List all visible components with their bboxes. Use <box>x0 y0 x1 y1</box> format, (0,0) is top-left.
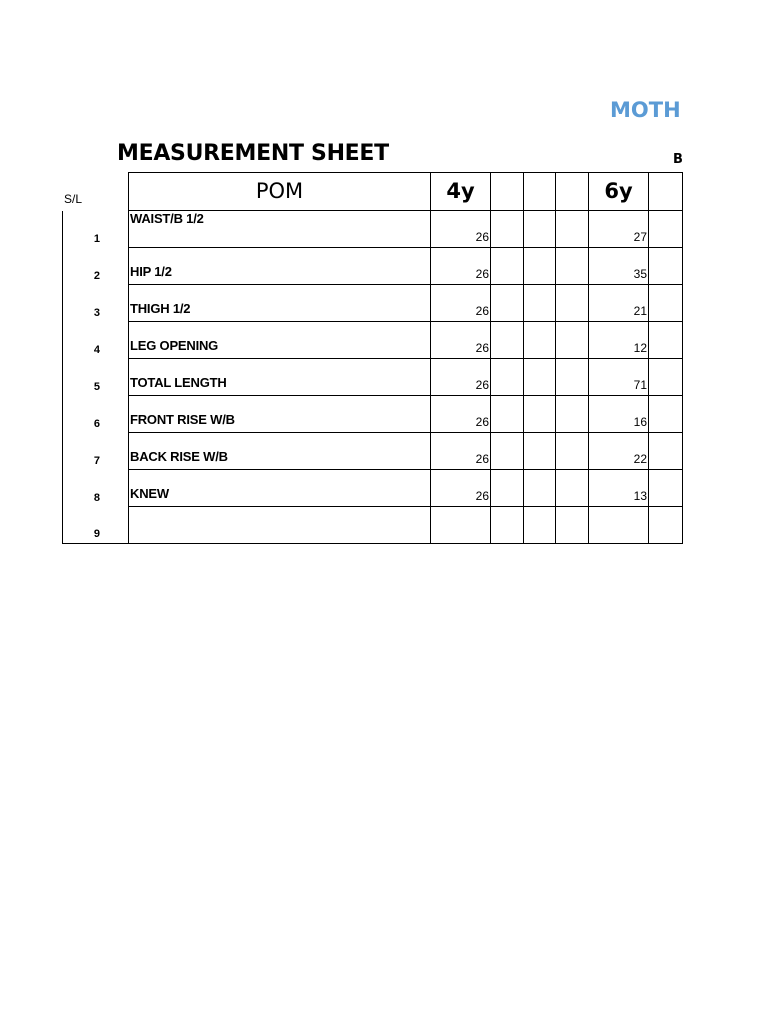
size-4y-value: 26 <box>475 415 489 429</box>
pom-label: THIGH 1/2 <box>130 301 191 316</box>
empty-cell[interactable] <box>556 507 589 544</box>
sl-number: 1 <box>93 232 100 245</box>
size-4y-value: 26 <box>475 341 489 355</box>
size-4y-cell[interactable] <box>431 248 491 285</box>
sl-cell[interactable] <box>63 285 129 322</box>
sl-cell[interactable] <box>63 507 129 544</box>
sl-number: 9 <box>93 528 100 540</box>
header-cell-size-4y[interactable] <box>431 173 491 211</box>
pom-label: TOTAL LENGTH <box>130 375 227 390</box>
pom-cell[interactable] <box>129 470 431 507</box>
sl-cell[interactable] <box>63 433 129 470</box>
empty-cell[interactable] <box>649 470 683 507</box>
size-6y-value: 16 <box>633 415 647 429</box>
empty-cell[interactable] <box>556 322 589 359</box>
sl-number: 8 <box>93 491 100 504</box>
size-6y-value: 71 <box>633 378 647 392</box>
empty-cell[interactable] <box>491 322 524 359</box>
measurement-table <box>62 172 683 544</box>
size-4y-cell[interactable] <box>431 211 491 248</box>
table-row <box>63 248 683 285</box>
empty-cell[interactable] <box>556 396 589 433</box>
empty-cell[interactable] <box>649 211 683 248</box>
brand-label: MOTH <box>610 98 681 122</box>
sl-number: 7 <box>93 454 100 467</box>
table-row <box>63 507 683 544</box>
size-6y-cell[interactable] <box>589 470 649 507</box>
size-4y-cell[interactable] <box>431 433 491 470</box>
header-cell-pom[interactable] <box>129 173 431 211</box>
sl-number: 2 <box>93 269 100 282</box>
empty-cell[interactable] <box>556 433 589 470</box>
size-6y-cell[interactable] <box>589 285 649 322</box>
size-4y-cell[interactable] <box>431 396 491 433</box>
sl-column-header: S/L <box>64 192 83 206</box>
pom-cell[interactable] <box>129 433 431 470</box>
header-cell-empty[interactable] <box>649 173 683 211</box>
empty-cell[interactable] <box>524 396 556 433</box>
table-row <box>63 470 683 507</box>
sl-cell[interactable] <box>63 211 129 248</box>
pom-label: WAIST/B 1/2 <box>130 211 204 226</box>
pom-label: BACK RISE W/B <box>130 449 228 464</box>
size-4y-cell[interactable] <box>431 322 491 359</box>
size-4y-value: 26 <box>475 378 489 392</box>
sl-number: 4 <box>93 343 100 356</box>
size-6y-value: 21 <box>633 304 647 318</box>
header-cell-empty[interactable] <box>491 173 524 211</box>
sl-number: 3 <box>93 306 100 319</box>
table-row <box>63 211 683 248</box>
table-row <box>63 285 683 322</box>
header-cell-empty[interactable] <box>524 173 556 211</box>
size-4y-value: 26 <box>475 489 489 503</box>
pom-header: POM <box>255 179 304 203</box>
empty-cell[interactable] <box>556 285 589 322</box>
table-row <box>63 322 683 359</box>
size-4y-value: 26 <box>475 452 489 466</box>
size-6y-value: 12 <box>633 341 647 355</box>
size-6y-value: 13 <box>633 489 647 503</box>
pom-label: LEG OPENING <box>130 338 219 353</box>
size-4y-cell[interactable] <box>431 470 491 507</box>
empty-cell[interactable] <box>491 507 524 544</box>
empty-cell[interactable] <box>649 248 683 285</box>
size-4y-header: 4y <box>446 179 475 203</box>
empty-cell[interactable] <box>491 285 524 322</box>
pom-label: FRONT RISE W/B <box>130 412 235 427</box>
sl-cell[interactable] <box>63 248 129 285</box>
empty-cell[interactable] <box>556 211 589 248</box>
pom-cell[interactable] <box>129 285 431 322</box>
empty-cell[interactable] <box>649 285 683 322</box>
table-row <box>63 359 683 396</box>
empty-cell[interactable] <box>524 359 556 396</box>
table-header-row <box>63 173 683 211</box>
size-6y-value: 22 <box>633 452 647 466</box>
size-6y-cell[interactable] <box>589 248 649 285</box>
size-6y-cell[interactable] <box>589 211 649 248</box>
sl-cell[interactable] <box>63 322 129 359</box>
corner-label: B <box>673 152 683 167</box>
empty-cell[interactable] <box>556 470 589 507</box>
pom-cell[interactable] <box>129 359 431 396</box>
sl-cell[interactable] <box>63 470 129 507</box>
empty-cell[interactable] <box>556 359 589 396</box>
empty-cell[interactable] <box>649 322 683 359</box>
empty-cell[interactable] <box>556 248 589 285</box>
size-6y-cell[interactable] <box>589 433 649 470</box>
empty-cell[interactable] <box>524 507 556 544</box>
empty-cell[interactable] <box>649 507 683 544</box>
size-6y-value: 27 <box>633 230 647 244</box>
sl-cell[interactable] <box>63 396 129 433</box>
sl-number: 6 <box>93 417 100 430</box>
size-6y-header: 6y <box>604 179 633 203</box>
size-6y-cell[interactable] <box>589 507 649 544</box>
empty-cell[interactable] <box>491 359 524 396</box>
size-4y-cell[interactable] <box>431 507 491 544</box>
pom-label: KNEW <box>130 486 169 501</box>
empty-cell[interactable] <box>649 433 683 470</box>
size-4y-value: 26 <box>475 230 489 244</box>
size-4y-cell[interactable] <box>431 285 491 322</box>
sheet-title: MEASUREMENT SHEET <box>117 141 389 166</box>
size-6y-cell[interactable] <box>589 359 649 396</box>
pom-label: HIP 1/2 <box>130 264 172 279</box>
empty-cell[interactable] <box>491 211 524 248</box>
empty-cell[interactable] <box>524 322 556 359</box>
empty-cell[interactable] <box>524 248 556 285</box>
empty-cell[interactable] <box>524 470 556 507</box>
header-cell-size-6y[interactable] <box>589 173 649 211</box>
size-4y-cell[interactable] <box>431 359 491 396</box>
pom-cell[interactable] <box>129 507 431 544</box>
empty-cell[interactable] <box>491 433 524 470</box>
pom-cell[interactable] <box>129 248 431 285</box>
pom-cell[interactable] <box>129 396 431 433</box>
empty-cell[interactable] <box>491 470 524 507</box>
header-cell-sl <box>63 173 129 211</box>
empty-cell[interactable] <box>491 248 524 285</box>
size-6y-cell[interactable] <box>589 396 649 433</box>
header-cell-empty[interactable] <box>556 173 589 211</box>
size-4y-value: 26 <box>475 267 489 281</box>
sl-number: 5 <box>93 380 100 393</box>
empty-cell[interactable] <box>524 211 556 248</box>
sl-cell[interactable] <box>63 359 129 396</box>
size-6y-value: 35 <box>633 267 647 281</box>
empty-cell[interactable] <box>649 359 683 396</box>
table-row <box>63 433 683 470</box>
empty-cell[interactable] <box>649 396 683 433</box>
empty-cell[interactable] <box>524 433 556 470</box>
pom-cell[interactable] <box>129 211 431 248</box>
table-row <box>63 396 683 433</box>
size-6y-cell[interactable] <box>589 322 649 359</box>
size-4y-value: 26 <box>475 304 489 318</box>
empty-cell[interactable] <box>524 285 556 322</box>
empty-cell[interactable] <box>491 396 524 433</box>
pom-cell[interactable] <box>129 322 431 359</box>
